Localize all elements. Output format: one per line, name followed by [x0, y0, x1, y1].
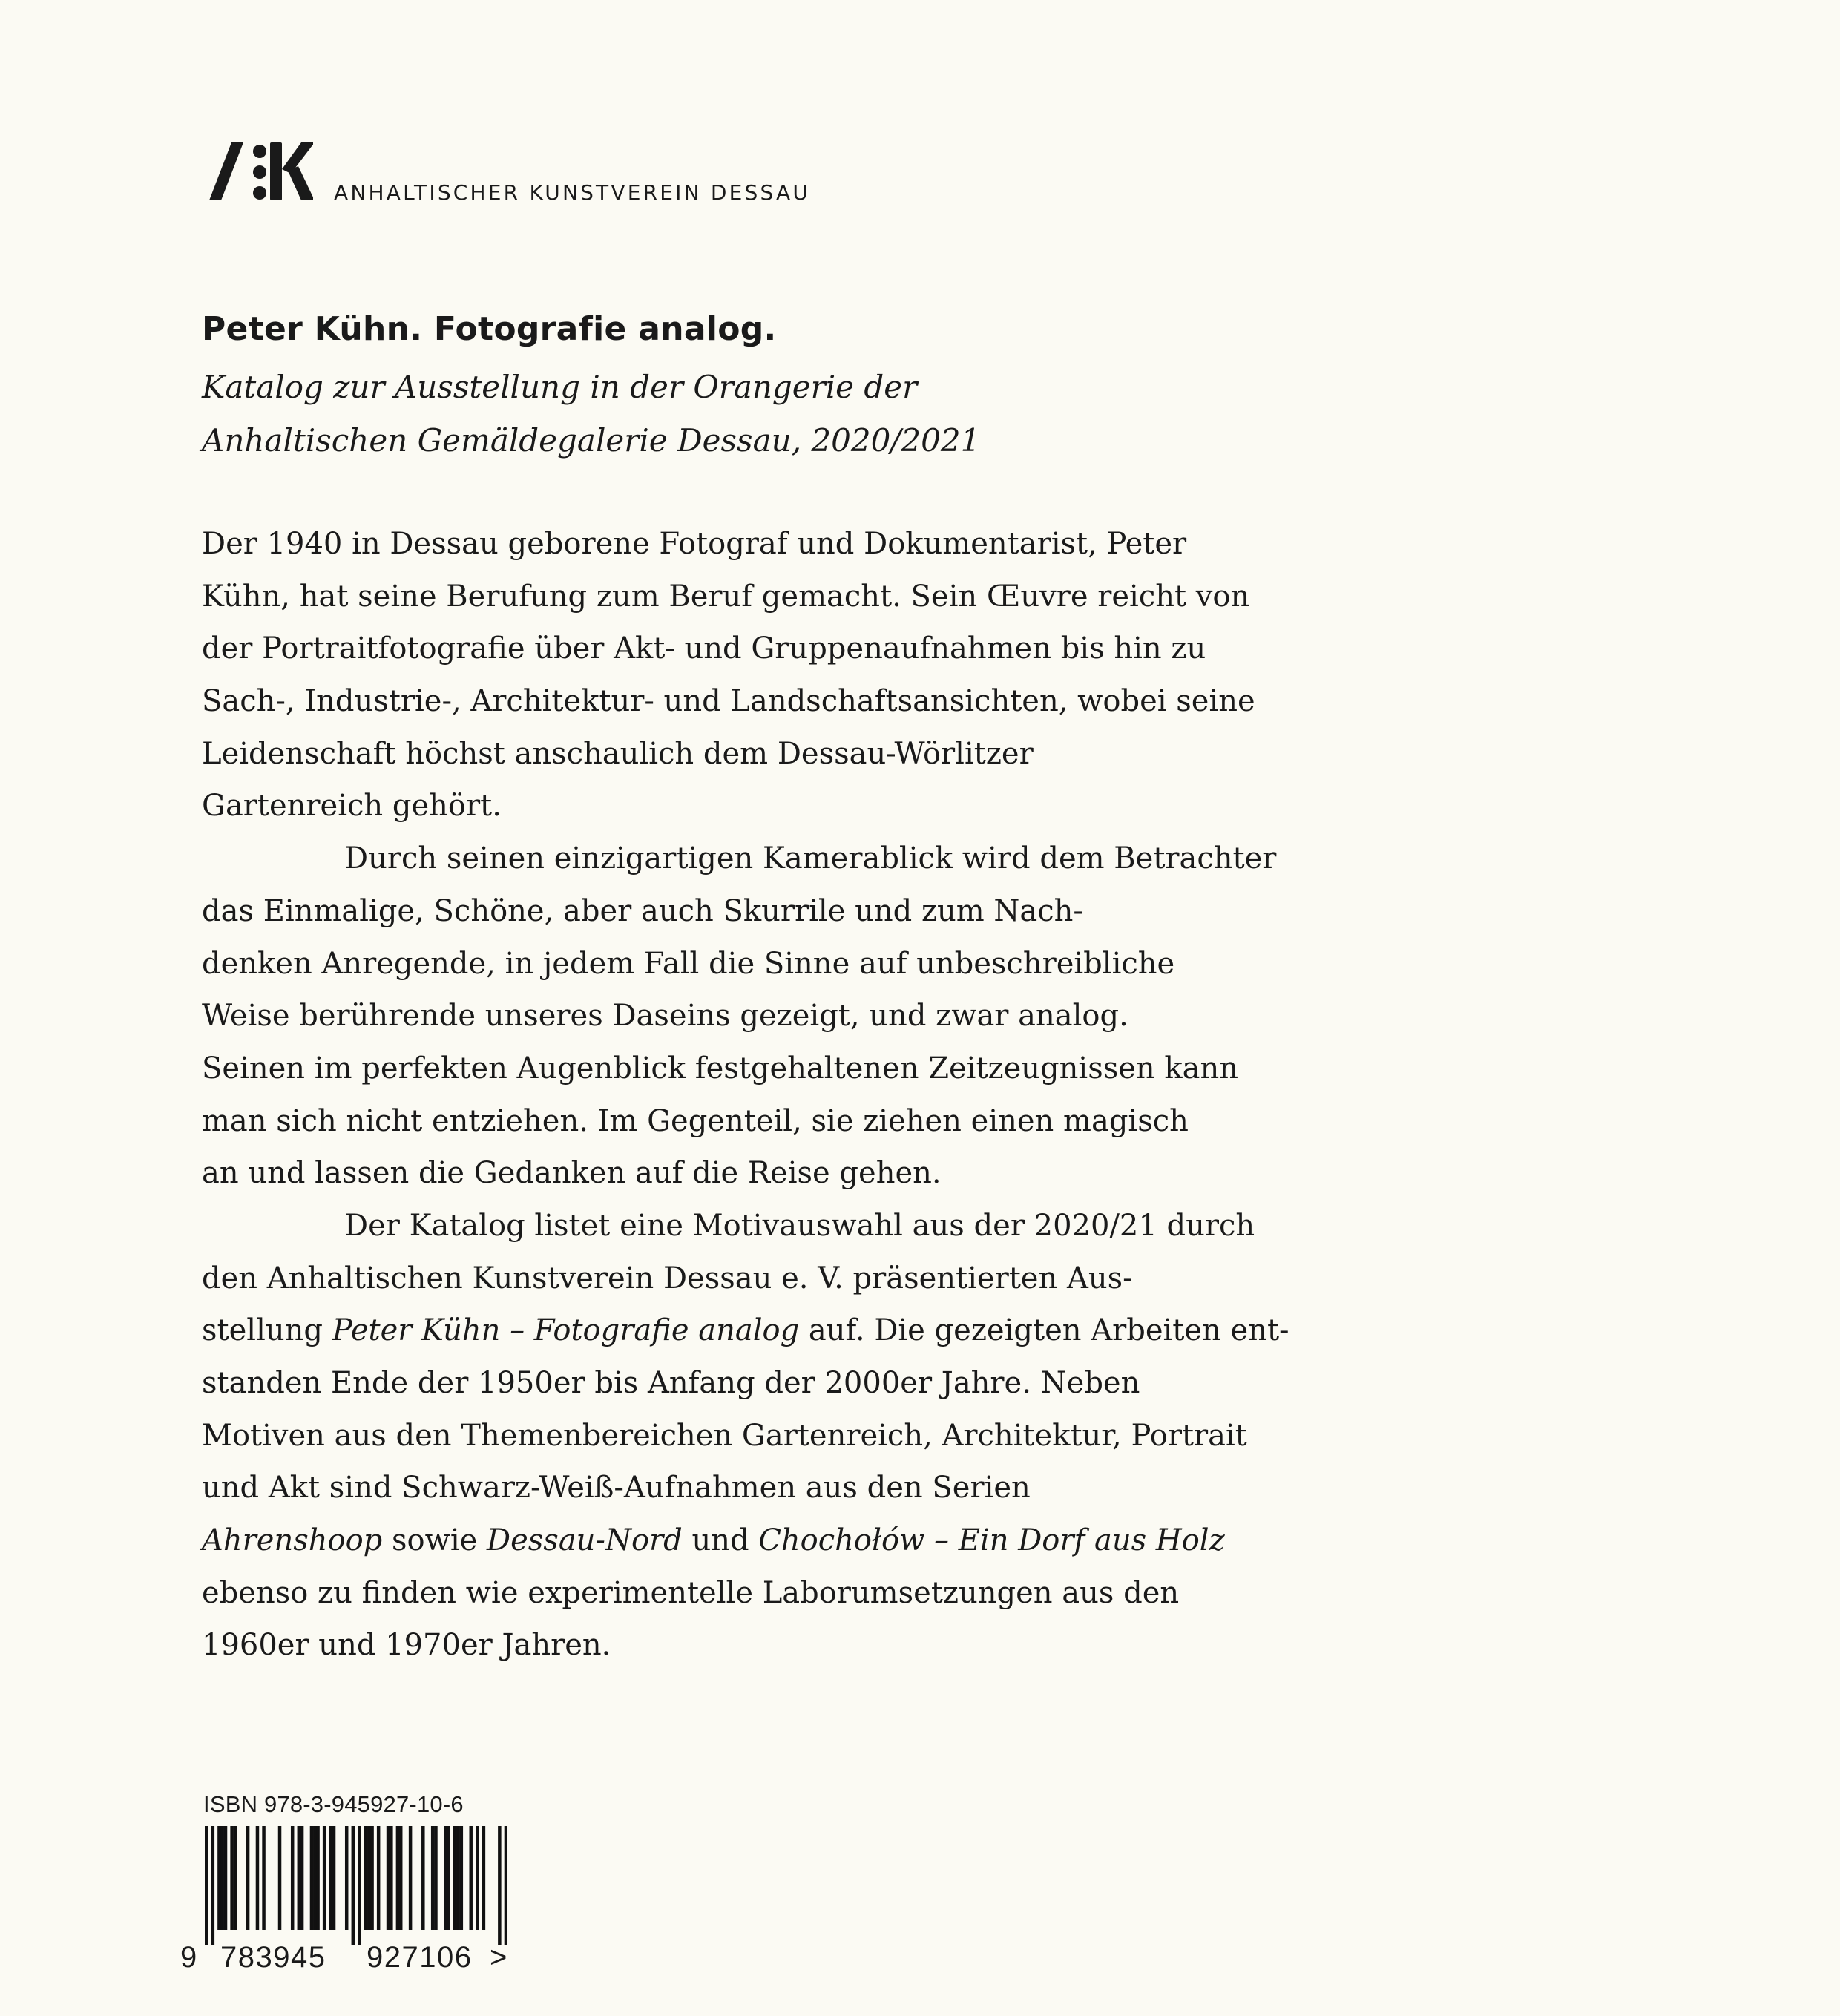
- barcode-digits-right: 927106: [367, 1941, 473, 1974]
- barcode-bar: [345, 1826, 348, 1930]
- barcode-bar: [220, 1826, 223, 1930]
- barcode-bar: [453, 1826, 456, 1930]
- blurb-line: man sich nicht entziehen. Im Gegenteil, sie ziehen einen magisch: [202, 1103, 1189, 1138]
- blurb-line: Durch seinen einzigartigen Kamerablick wird dem Betrachter: [344, 841, 1277, 876]
- blurb-line: [202, 1304, 1289, 1357]
- barcode-digits-left: 783945: [220, 1941, 326, 1974]
- barcode-bar: [505, 1826, 507, 1945]
- blurb-line: Der Katalog listet eine Motivauswahl aus der 2020/21 durch: [344, 1208, 1255, 1243]
- barcode-bar: [421, 1826, 424, 1930]
- barcode-bar: [313, 1826, 316, 1930]
- series-title: Dessau-Nord: [487, 1523, 683, 1558]
- barcode-bar: [298, 1826, 300, 1930]
- barcode-bar: [469, 1826, 472, 1930]
- barcode-bar: [396, 1826, 399, 1930]
- blurb-line: Weise berührende unseres Daseins gezeigt, und zwar analog.: [202, 999, 1128, 1034]
- blurb-line: Gartenreich gehört.: [202, 789, 502, 824]
- blurb-line: Kühn, hat seine Berufung zum Beruf gemacht. Sein Œuvre reicht von: [202, 579, 1250, 614]
- barcode-bar: [246, 1826, 249, 1930]
- blurb-line: Motiven aus den Themenbereichen Gartenreich, Architektur, Portrait: [202, 1418, 1247, 1453]
- blurb-line: ebenso zu finden wie experimentelle Laborumsetzungen aus den: [202, 1575, 1180, 1610]
- blurb-text-run: auf. Die gezeigten Arbeiten ent-: [799, 1313, 1289, 1348]
- blurb-line: den Anhaltischen Kunstverein Dessau e. V. präsentierten Aus-: [202, 1261, 1133, 1296]
- exhibition-title: Peter Kühn – Fotografie analog: [332, 1313, 800, 1348]
- barcode-icon: [205, 1826, 507, 1945]
- kunstverein-logo-icon: [209, 141, 313, 202]
- blurb-line: 1960er und 1970er Jahren.: [202, 1628, 611, 1663]
- book-subtitle: [202, 361, 980, 467]
- barcode-bar: [234, 1826, 237, 1930]
- barcode-bar: [444, 1826, 447, 1930]
- barcode-bar: [300, 1826, 303, 1930]
- barcode-bar: [434, 1826, 437, 1930]
- blurb-line: Seinen im perfekten Augenblick festgehaltenen Zeitzeugnissen kann: [202, 1051, 1239, 1086]
- barcode-bar: [230, 1826, 233, 1930]
- barcode-bar: [262, 1826, 265, 1930]
- barcode-bar: [310, 1826, 313, 1930]
- barcode-bar: [431, 1826, 434, 1930]
- barcode-bar: [323, 1826, 326, 1930]
- blurb-line: das Einmalige, Schöne, aber auch Skurrile und zum Nach-: [202, 893, 1083, 928]
- barcode-bar: [352, 1826, 355, 1945]
- barcode-quiet-zone-arrow: >: [490, 1941, 507, 1974]
- blurb-line: und Akt sind Schwarz-Weiß-Aufnahmen aus den Serien: [202, 1471, 1031, 1506]
- subtitle-line: Anhaltischen Gemäldegalerie Dessau, 2020/2021: [202, 422, 981, 459]
- blurb-text: [202, 518, 1289, 1672]
- barcode-bar: [476, 1826, 479, 1930]
- barcode-bar: [456, 1826, 459, 1930]
- blurb-line: der Portraitfotografie über Akt- und Gruppenaufnahmen bis hin zu: [202, 631, 1206, 666]
- barcode-bar: [370, 1826, 373, 1930]
- blurb-line: standen Ende der 1950er bis Anfang der 2000er Jahre. Neben: [202, 1366, 1140, 1400]
- subtitle-line: Katalog zur Ausstellung in der Orangerie der: [202, 369, 918, 405]
- blurb-text-run: und: [682, 1523, 759, 1558]
- blurb-line: denken Anregende, in jedem Fall die Sinne auf unbeschreibliche: [202, 946, 1175, 981]
- barcode-bar: [390, 1826, 392, 1930]
- barcode-bar: [291, 1826, 294, 1930]
- barcode-bar: [387, 1826, 390, 1930]
- barcode-bar: [358, 1826, 361, 1945]
- barcode-bar: [224, 1826, 227, 1930]
- barcode-bar: [205, 1826, 208, 1945]
- barcode-bar: [364, 1826, 367, 1930]
- series-title: Chochołów – Ein Dorf aus Holz: [758, 1523, 1225, 1558]
- blurb-text-run: sowie: [382, 1523, 487, 1558]
- blurb-line: Sach-, Industrie-, Architektur- und Landschaftsansichten, wobei seine: [202, 684, 1255, 719]
- series-title: Ahrenshoop: [202, 1523, 383, 1558]
- barcode-bar: [329, 1826, 332, 1930]
- barcode-digit-first: 9: [180, 1941, 197, 1974]
- isbn-label: ISBN 978-3-945927-10-6: [203, 1791, 464, 1817]
- barcode-bar: [211, 1826, 214, 1945]
- barcode-bar: [256, 1826, 259, 1930]
- barcode-bar: [482, 1826, 485, 1930]
- barcode-bar: [460, 1826, 463, 1930]
- barcode-bar: [367, 1826, 370, 1930]
- publisher-name: ANHALTISCHER KUNSTVEREIN DESSAU: [334, 180, 811, 205]
- barcode-bar: [278, 1826, 281, 1930]
- blurb-line: [202, 1514, 1289, 1567]
- barcode-bar: [217, 1826, 220, 1930]
- barcode-bar: [399, 1826, 402, 1930]
- blurb-line: Leidenschaft höchst anschaulich dem Dessau-Wörlitzer: [202, 736, 1034, 771]
- book-title: Peter Kühn. Fotografie analog.: [202, 310, 777, 348]
- barcode-bar: [447, 1826, 450, 1930]
- blurb-text-run: stellung: [202, 1313, 332, 1348]
- blurb-line: an und lassen die Gedanken auf die Reise gehen.: [202, 1156, 942, 1191]
- barcode-bar: [498, 1826, 501, 1945]
- barcode-bar: [409, 1826, 412, 1930]
- barcode-bar: [332, 1826, 335, 1930]
- barcode-bar: [316, 1826, 319, 1930]
- blurb-line: Der 1940 in Dessau geborene Fotograf und Dokumentarist, Peter: [202, 527, 1187, 561]
- barcode-bar: [377, 1826, 380, 1930]
